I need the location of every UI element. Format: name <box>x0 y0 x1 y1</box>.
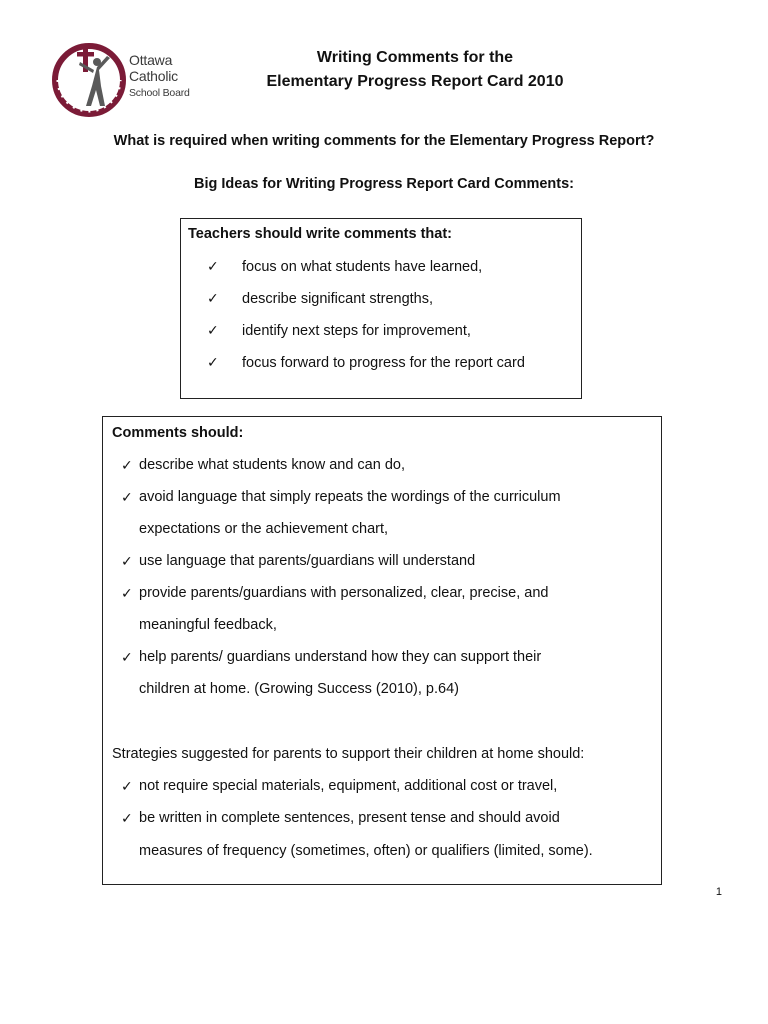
logo-text-line2: Catholic <box>129 68 178 84</box>
comments-item: provide parents/guardians with personalized, clear, precise, and <box>139 585 549 601</box>
check-icon: ✓ <box>121 489 133 505</box>
check-icon: ✓ <box>121 553 133 569</box>
check-icon: ✓ <box>207 354 219 370</box>
logo-text-line3: School Board <box>129 87 190 99</box>
comments-item: use language that parents/guardians will understand <box>139 553 476 569</box>
check-icon: ✓ <box>121 585 133 601</box>
page-number: 1 <box>715 886 722 898</box>
comments-item: help parents/ guardians understand how they can support their <box>139 649 542 665</box>
teachers-box-heading: Teachers should write comments that: <box>188 226 453 242</box>
strategies-heading: Strategies suggested for parents to support their children at home should: <box>112 746 585 762</box>
teachers-item: describe significant strengths, <box>242 291 434 307</box>
check-icon: ✓ <box>207 258 219 274</box>
document-title-line2: Elementary Progress Report Card 2010 <box>266 73 564 90</box>
comments-item: avoid language that simply repeats the wordings of the curriculum <box>139 489 561 505</box>
comments-item-cont: expectations or the achievement chart, <box>139 521 389 537</box>
check-icon: ✓ <box>121 649 133 665</box>
strategies-item: be written in complete sentences, present tense and should avoid <box>139 810 560 826</box>
big-ideas-heading: Big Ideas for Writing Progress Report Card Comments: <box>193 176 574 192</box>
logo-text-line1: Ottawa <box>129 52 173 68</box>
check-icon: ✓ <box>121 810 133 826</box>
comments-box-heading: Comments should: <box>112 425 244 441</box>
teachers-box <box>180 218 582 399</box>
check-icon: ✓ <box>207 290 219 306</box>
document-title-line1: Writing Comments for the <box>316 49 514 66</box>
strategies-item: not require special materials, equipment, additional cost or travel, <box>139 778 558 794</box>
comments-item-cont: meaningful feedback, <box>139 617 277 633</box>
teachers-item: identify next steps for improvement, <box>242 323 471 339</box>
logo-emblem-icon <box>50 40 130 120</box>
teachers-item: focus on what students have learned, <box>242 259 483 275</box>
check-icon: ✓ <box>121 778 133 794</box>
teachers-item: focus forward to progress for the report card <box>242 355 525 371</box>
comments-item: describe what students know and can do, <box>139 457 405 473</box>
check-icon: ✓ <box>207 322 219 338</box>
comments-item-cont: children at home. (Growing Success (2010), p.64) <box>139 681 459 697</box>
check-icon: ✓ <box>121 457 133 473</box>
question-heading: What is required when writing comments for the Elementary Progress Report? <box>113 133 655 149</box>
strategies-item-cont: measures of frequency (sometimes, often) or qualifiers (limited, some). <box>139 843 593 859</box>
